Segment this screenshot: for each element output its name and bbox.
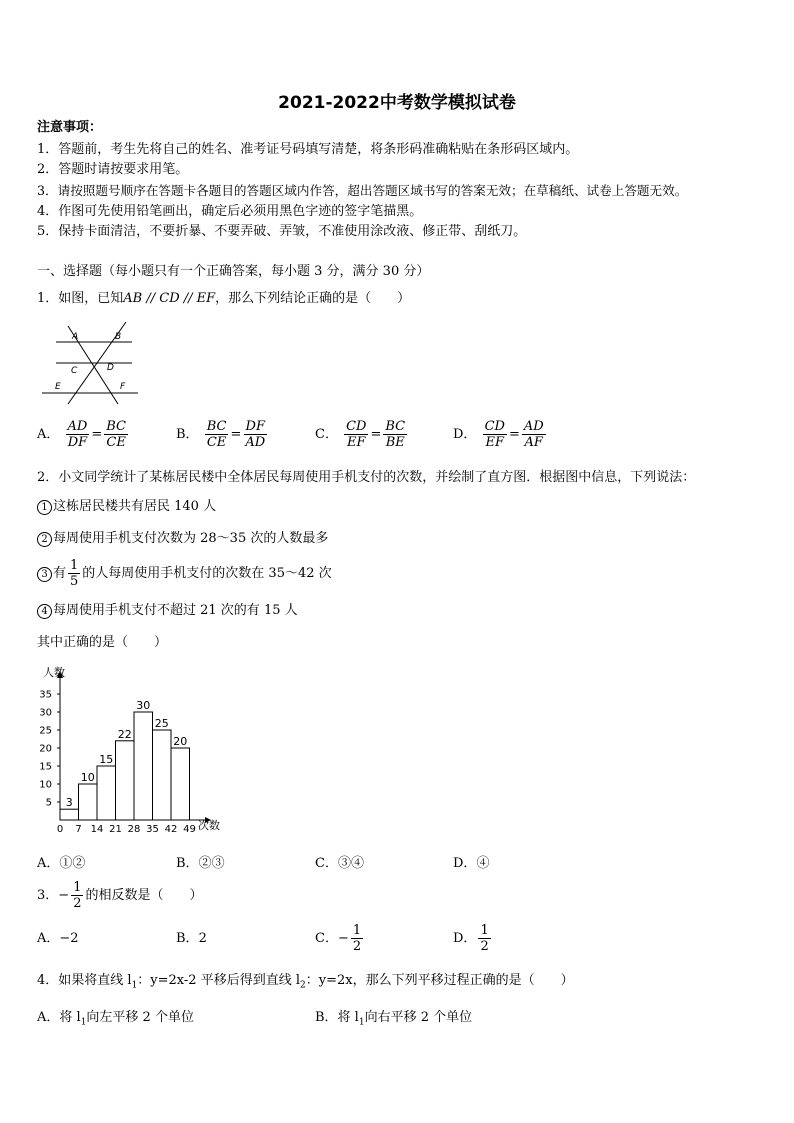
q1-option-a[interactable]: A． $\frac{AD}{DF}$ = $\frac{BC}{CE}$ (37, 419, 126, 450)
x-tick-label: 35 (146, 824, 159, 835)
x-tick-label: 42 (164, 824, 178, 835)
bar-value-label: 10 (80, 771, 95, 784)
point-label: E (55, 382, 61, 392)
x-tick-label: 21 (109, 824, 122, 835)
histogram-bar (171, 748, 190, 820)
histogram-bar (153, 730, 172, 820)
y-tick-label: 10 (39, 779, 52, 791)
bar-value-label: 15 (99, 753, 114, 766)
notice-heading: 注意事项： (37, 120, 103, 135)
y-tick-label: 20 (39, 743, 52, 755)
q2-option-b[interactable]: B．②③ (176, 856, 225, 871)
q4-option-b[interactable]: B．将 $l_1$向右平移 2 个单位 (315, 1010, 473, 1028)
point-label: D (107, 363, 114, 373)
q3-option-b[interactable]: B．2 (176, 931, 207, 946)
q2-statement-4: 4 每周使用手机支付不超过 21 次的有 15 人 (37, 601, 298, 621)
histogram-chart (30, 660, 235, 840)
notice-item: 4．作图可先使用铅笔画出，确定后必须用黑色字迹的签字笔描黑。 (37, 204, 423, 219)
parallel-lines-figure (38, 318, 138, 410)
histogram-bar (79, 784, 98, 820)
q2-statement-3: 3 有 $\frac{1}{5}$ 的人每周使用手机支付的次数在 35～42 次 (37, 557, 332, 591)
q4-option-a[interactable]: A．将 $l_1$向左平移 2 个单位 (37, 1010, 194, 1028)
notice-item: 1．答题前，考生先将自己的姓名、准考证号码填写清楚，将条形码准确粘贴在条形码区域内。 (37, 142, 579, 157)
q3-option-d[interactable]: D． $\frac{1}{2}$ (453, 923, 489, 954)
q2-statement-2: 2 每周使用手机支付次数为 28～35 次的人数最多 (37, 529, 328, 549)
q2-statement-1: 1 这栋居民楼共有居民 140 人 (37, 497, 216, 517)
question-1-stem: 1．如图，已知AB // CD // EF，那么下列结论正确的是（ ） (37, 291, 411, 306)
q1-option-d[interactable]: D． $\frac{CD}{EF}$ = $\frac{AD}{AF}$ (453, 419, 544, 450)
bar-value-label: 22 (117, 727, 132, 741)
y-tick-label: 15 (39, 761, 52, 773)
histogram-bar (134, 712, 153, 820)
notice-item: 5．保持卡面清洁，不要折暴、不要弄破、弄皱，不准使用涂改液、修正带、刮纸刀。 (37, 224, 527, 239)
x-tick-label: 28 (127, 824, 141, 835)
histogram-bar (60, 809, 79, 820)
q1-option-c[interactable]: C． $\frac{CD}{EF}$ = $\frac{BC}{BE}$ (315, 419, 406, 450)
notice-item: 3．请按照题号顺序在答题卡各题目的答题区域内作答，超出答题区域书写的答案无效；在草稿纸、试卷上答题无效。 (37, 183, 688, 198)
q3-option-c[interactable]: C．− $\frac{1}{2}$ (315, 923, 362, 954)
page-title: 2021-2022中考数学模拟试卷 (278, 93, 516, 113)
bar-value-label: 30 (136, 699, 151, 712)
q2-option-c[interactable]: C．③④ (315, 856, 364, 871)
notice-item: 2．答题时请按要求用笔。 (37, 162, 189, 177)
y-axis-label: 人数 (43, 666, 65, 679)
q1-option-b[interactable]: B． $\frac{BC}{CE}$ = $\frac{DF}{AD}$ (176, 419, 266, 450)
bar-value-label: 20 (173, 735, 188, 748)
x-tick-label: 7 (75, 824, 82, 835)
bar-value-label: 25 (154, 717, 169, 730)
bar-value-label: 3 (65, 796, 73, 810)
x-axis-label: 次数 (198, 819, 220, 832)
q2-ask: 其中正确的是（ ） (37, 635, 168, 650)
point-label: A (72, 332, 79, 342)
point-label: F (120, 382, 126, 392)
question-2-stem: 2．小文同学统计了某栋居民楼中全体居民每周使用手机支付的次数，并绘制了直方图．根据图中信息，下列说法： (37, 470, 696, 485)
y-tick-label: 25 (39, 725, 52, 737)
section-heading: 一、选择题（每小题只有一个正确答案，每小题 3 分，满分 30 分） (37, 264, 430, 279)
y-tick-label: 30 (39, 707, 52, 719)
q3-option-a[interactable]: A．−2 (37, 931, 79, 946)
y-tick-label: 35 (39, 689, 52, 701)
histogram-bar (97, 766, 116, 820)
x-tick-label: 49 (183, 824, 196, 835)
q2-option-d[interactable]: D．④ (453, 856, 490, 871)
q2-option-a[interactable]: A．①② (37, 856, 86, 871)
point-label: B (115, 332, 122, 342)
question-3-stem: 3．− $\frac{1}{2}$ 的相反数是（ ） (37, 880, 203, 911)
x-tick-label: 0 (56, 824, 64, 835)
y-tick-label: 5 (45, 797, 52, 809)
x-tick-label: 14 (90, 824, 104, 835)
question-4-stem: 4．如果将直线 $l_1$：y=2x-2 平移后得到直线 $l_2$：y=2x，那么下列平移过程正确的是（ ） (37, 973, 574, 991)
point-label: C (71, 366, 78, 376)
histogram-bar (116, 741, 135, 820)
